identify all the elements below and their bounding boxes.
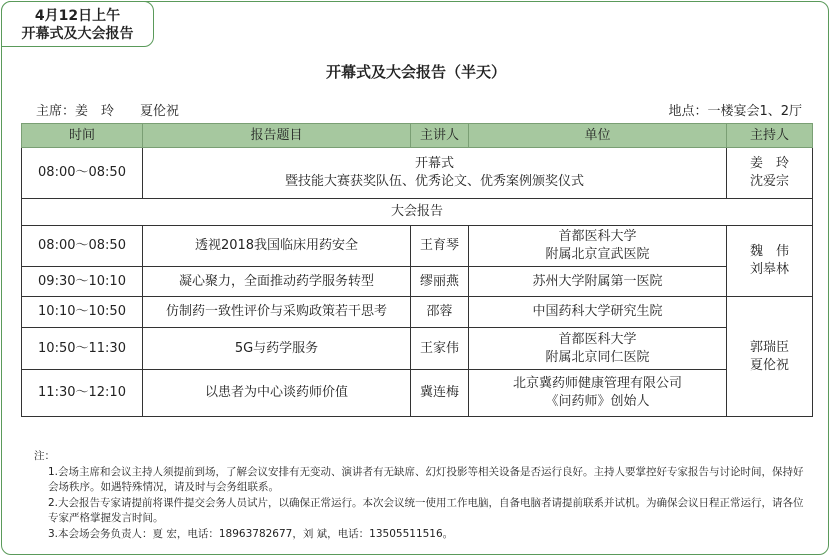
row-time: 11:30～12:10 (22, 370, 143, 417)
section-label: 大会报告 (22, 199, 813, 226)
row-topic: 透视2018我国临床用药安全 (143, 226, 411, 267)
row-unit (469, 370, 727, 417)
notes-label: 注： (34, 450, 55, 462)
table-row (22, 370, 813, 417)
row-topic: 凝心聚力，全面推动药学服务转型 (143, 267, 411, 297)
host-group2-line1: 郭瑞臣 (749, 339, 789, 355)
opening-host2: 沈爱宗 (749, 174, 789, 189)
table-row (22, 328, 813, 370)
note-item: 1.会场主席和会议主持人须提前到场，了解会议安排有无变动、演讲者有无缺席、幻灯投影等相关设备是否运行良好。主持人要掌控好专家报告与讨论时间，保持好会场秩序。如遇特殊情况，请及时与会务组联系。 (48, 465, 804, 493)
row-unit-line1: 首都医科大学 (558, 331, 637, 347)
row-unit (469, 328, 727, 370)
tab-session-name: 开幕式及大会报告 (21, 26, 134, 42)
row-unit (469, 226, 727, 267)
opening-row (22, 148, 813, 199)
row-speaker: 王育琴 (411, 226, 469, 267)
page-title: 开幕式及大会报告（半天） (325, 63, 506, 81)
note-item: 3.本会场会务负责人：夏 宏，电话：18963782677，刘 斌，电话：13505511516。 (48, 527, 454, 540)
host-group2 (727, 297, 813, 417)
row-topic: 以患者为中心谈药师价值 (143, 370, 411, 417)
row-speaker: 王家伟 (411, 328, 469, 370)
header-speaker: 主讲人 (411, 124, 469, 148)
opening-topic (143, 148, 727, 199)
header-host: 主持人 (727, 124, 813, 148)
host-group1-line1: 魏 伟 (749, 244, 789, 259)
note-item: 2.大会报告专家请提前将课件提交会务人员试片，以确保正常运行。本次会议统一使用工作电脑，自备电脑者请提前联系并试机。为确保会议日程正常运行，请各位专家严格掌握发言时间。 (48, 496, 804, 524)
notes-section (34, 449, 804, 542)
opening-line1: 开幕式 (414, 156, 454, 171)
row-time: 10:50～11:30 (22, 328, 143, 370)
header-time: 时间 (22, 124, 143, 148)
row-time: 09:30～10:10 (22, 267, 143, 297)
opening-line2: 暨技能大赛获奖队伍、优秀论文、优秀案例颁奖仪式 (284, 174, 584, 189)
opening-host1: 姜 玲 (749, 156, 789, 171)
host-group1-line2: 刘皋林 (749, 262, 789, 277)
header-topic: 报告题目 (143, 124, 411, 148)
tab-date: 4月12日上午 (34, 8, 121, 24)
row-unit-line2: 《问药师》创始人 (545, 394, 650, 409)
table-row (22, 297, 813, 328)
table-row (22, 267, 813, 297)
header-unit: 单位 (469, 124, 727, 148)
table-row (22, 226, 813, 267)
opening-host (727, 148, 813, 199)
host-group2-line2: 夏伦祝 (749, 357, 789, 373)
schedule-table (21, 123, 813, 417)
host-group1 (727, 226, 813, 297)
header-row (22, 124, 813, 148)
row-unit-line2: 附属北京宣武医院 (545, 247, 650, 262)
row-unit-line2: 附属北京同仁医院 (545, 349, 650, 365)
row-speaker: 缪丽燕 (411, 267, 469, 297)
row-unit: 中国药科大学研究生院 (469, 297, 727, 328)
session-tab (1, 1, 154, 47)
row-unit-line1: 首都医科大学 (558, 229, 637, 244)
section-row (22, 199, 813, 226)
chair-info: 主席：姜 玲 夏伦祝 (36, 104, 180, 119)
row-speaker: 冀连梅 (411, 370, 469, 417)
venue-info: 地点：一楼宴会1、2厅 (668, 104, 802, 119)
row-unit-line1: 北京冀药师健康管理有限公司 (512, 376, 682, 391)
row-time: 10:10～10:50 (22, 297, 143, 328)
row-speaker: 邵蓉 (411, 297, 469, 328)
row-unit: 苏州大学附属第一医院 (469, 267, 727, 297)
row-topic: 仿制药一致性评价与采购政策若干思考 (143, 297, 411, 328)
row-time: 08:00～08:50 (22, 226, 143, 267)
row-topic: 5G与药学服务 (143, 328, 411, 370)
opening-time: 08:00～08:50 (22, 148, 143, 199)
